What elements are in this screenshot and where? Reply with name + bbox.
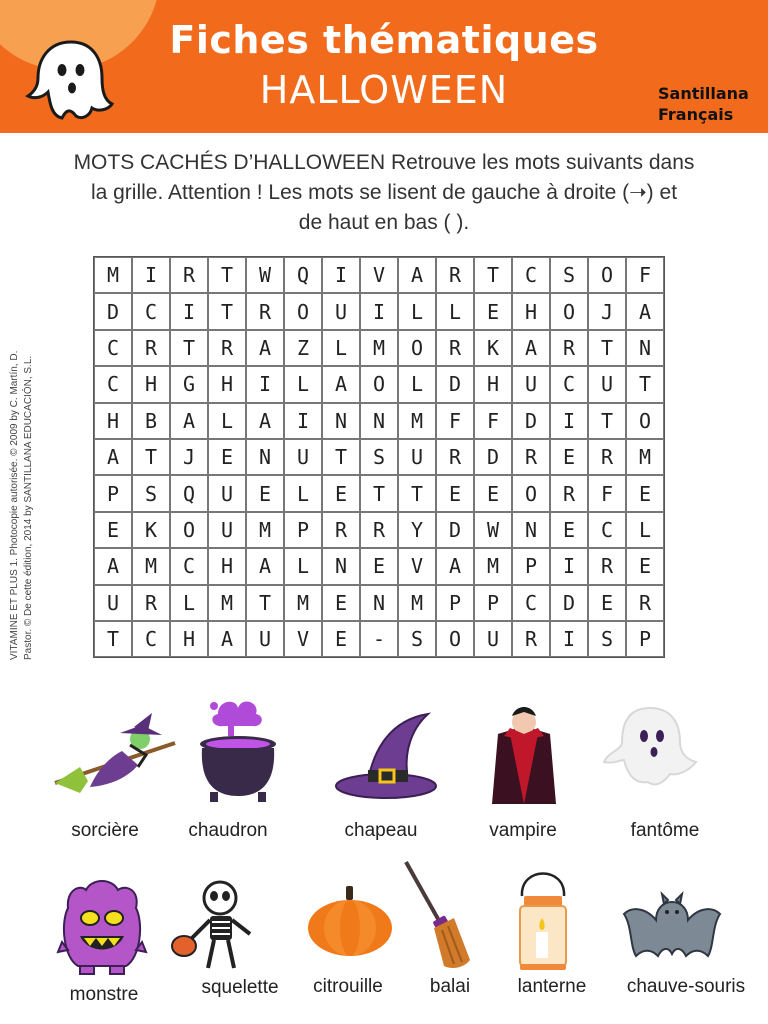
grid-cell: T (588, 403, 626, 439)
grid-cell: I (284, 403, 322, 439)
grid-cell: R (322, 512, 360, 548)
grid-cell: S (360, 439, 398, 475)
grid-cell: M (626, 439, 664, 475)
grid-cell: E (436, 475, 474, 511)
grid-cell: Q (284, 257, 322, 293)
grid-cell: F (626, 257, 664, 293)
grid-cell: P (284, 512, 322, 548)
vampire-icon (488, 700, 560, 808)
grid-cell: R (512, 439, 550, 475)
grid-cell: L (284, 366, 322, 402)
grid-cell: I (322, 257, 360, 293)
grid-cell: R (512, 621, 550, 657)
grid-cell: L (398, 366, 436, 402)
grid-cell: C (94, 330, 132, 366)
grid-cell: T (94, 621, 132, 657)
copyright-line2: Pastor. © De cette édition, 2014 by SANTILLANA EDUCACIÓN, S.L. (23, 355, 34, 660)
grid-cell: R (132, 330, 170, 366)
grid-cell: N (322, 403, 360, 439)
grid-cell: M (360, 330, 398, 366)
grid-cell: O (588, 257, 626, 293)
label-chapeau: chapeau (344, 820, 418, 841)
grid-cell: R (588, 439, 626, 475)
instructions-text (46, 148, 722, 238)
grid-cell: O (436, 621, 474, 657)
grid-cell: A (512, 330, 550, 366)
brand-logo (658, 83, 749, 125)
grid-cell: M (398, 403, 436, 439)
grid-cell: O (512, 475, 550, 511)
grid-cell: P (436, 585, 474, 621)
grid-cell: W (474, 512, 512, 548)
grid-cell: L (284, 475, 322, 511)
word-search-grid (93, 256, 665, 658)
grid-cell: A (94, 548, 132, 584)
grid-cell: C (132, 621, 170, 657)
grid-cell: R (132, 585, 170, 621)
grid-cell: R (360, 512, 398, 548)
grid-cell: C (512, 257, 550, 293)
grid-cell: E (246, 475, 284, 511)
grid-cell: R (436, 439, 474, 475)
instructions-line1: MOTS CACHÉS D’HALLOWEEN Retrouve les mots suivants dans (73, 151, 695, 174)
grid-cell: I (550, 403, 588, 439)
grid-cell: O (398, 330, 436, 366)
grid-cell: C (94, 366, 132, 402)
grid-cell: A (626, 293, 664, 329)
grid-cell: D (94, 293, 132, 329)
grid-cell: R (246, 293, 284, 329)
grid-cell: O (550, 293, 588, 329)
grid-cell: P (626, 621, 664, 657)
grid-cell: H (512, 293, 550, 329)
copyright-line1: VITAMINE ET PLUS 1. Photocopie autorisée. © 2009 by C. Martín, D. (9, 350, 20, 660)
grid-cell: R (550, 475, 588, 511)
grid-cell: R (626, 585, 664, 621)
grid-cell: R (436, 330, 474, 366)
witch-on-broom-icon (50, 705, 180, 800)
grid-cell: C (550, 366, 588, 402)
label-squelette: squelette (201, 977, 279, 998)
monster-icon (56, 878, 148, 976)
grid-cell: I (550, 621, 588, 657)
grid-cell: N (626, 330, 664, 366)
label-chauve-souris: chauve-souris (626, 976, 746, 997)
label-balai: balai (429, 976, 471, 997)
grid-cell: D (512, 403, 550, 439)
grid-cell: O (626, 403, 664, 439)
grid-cell: L (208, 403, 246, 439)
grid-cell: E (474, 475, 512, 511)
grid-cell: S (550, 257, 588, 293)
grid-cell: P (474, 585, 512, 621)
grid-cell: L (322, 330, 360, 366)
grid-cell: I (360, 293, 398, 329)
grid-cell: T (398, 475, 436, 511)
grid-cell: Z (284, 330, 322, 366)
grid-cell: U (322, 293, 360, 329)
grid-cell: U (94, 585, 132, 621)
grid-cell: I (550, 548, 588, 584)
grid-cell: I (132, 257, 170, 293)
grid-cell: E (550, 439, 588, 475)
grid-cell: E (322, 585, 360, 621)
grid-cell: U (284, 439, 322, 475)
label-chaudron: chaudron (188, 820, 268, 841)
grid-cell: H (170, 621, 208, 657)
label-citrouille: citrouille (313, 976, 383, 997)
header-banner (0, 0, 768, 133)
grid-cell: L (436, 293, 474, 329)
grid-cell: F (474, 403, 512, 439)
grid-cell: T (208, 293, 246, 329)
brand-line1: Santillana (658, 84, 749, 103)
grid-cell: A (246, 330, 284, 366)
grid-cell: F (436, 403, 474, 439)
grid-cell: H (94, 403, 132, 439)
grid-cell: E (322, 475, 360, 511)
grid-cell: P (94, 475, 132, 511)
grid-cell: R (550, 330, 588, 366)
grid-cell: A (246, 548, 284, 584)
witch-hat-icon (334, 710, 439, 805)
broom-icon (398, 860, 474, 970)
grid-cell: D (436, 512, 474, 548)
grid-cell: Y (398, 512, 436, 548)
grid-cell: M (132, 548, 170, 584)
grid-cell: C (512, 585, 550, 621)
grid-cell: J (170, 439, 208, 475)
label-fantome: fantôme (630, 820, 700, 841)
grid-cell: U (398, 439, 436, 475)
grid-cell: T (170, 330, 208, 366)
grid-cell: R (208, 330, 246, 366)
grid-cell: U (246, 621, 284, 657)
instructions-line3: de haut en bas ( ). (298, 211, 470, 234)
grid-cell: N (360, 403, 398, 439)
grid-cell: D (550, 585, 588, 621)
grid-cell: E (626, 548, 664, 584)
grid-cell: E (208, 439, 246, 475)
grid-cell: E (550, 512, 588, 548)
grid-cell: D (436, 366, 474, 402)
grid-cell: T (132, 439, 170, 475)
skeleton-icon (166, 880, 264, 972)
grid-cell: - (360, 621, 398, 657)
grid-cell: K (132, 512, 170, 548)
copyright-notice (8, 280, 36, 660)
grid-cell: P (512, 548, 550, 584)
grid-cell: T (474, 257, 512, 293)
grid-cell: T (360, 475, 398, 511)
grid-cell: U (208, 512, 246, 548)
grid-cell: U (208, 475, 246, 511)
page-title: Fiches thématiques (169, 18, 599, 62)
grid-cell: U (512, 366, 550, 402)
grid-cell: T (246, 585, 284, 621)
grid-cell: C (170, 548, 208, 584)
grid-cell: N (322, 548, 360, 584)
grid-cell: U (474, 621, 512, 657)
grid-cell: I (170, 293, 208, 329)
grid-cell: E (588, 585, 626, 621)
grid-cell: S (398, 621, 436, 657)
grid-cell: B (132, 403, 170, 439)
label-monstre: monstre (69, 984, 139, 1005)
grid-cell: Q (170, 475, 208, 511)
grid-cell: E (360, 548, 398, 584)
grid-cell: V (284, 621, 322, 657)
grid-cell: M (246, 512, 284, 548)
bat-icon (622, 890, 722, 964)
grid-cell: H (208, 366, 246, 402)
page-subtitle: HALLOWEEN (259, 68, 509, 112)
grid-cell: E (626, 475, 664, 511)
label-lanterne: lanterne (517, 976, 587, 997)
grid-cell: J (588, 293, 626, 329)
grid-cell: D (474, 439, 512, 475)
grid-cell: A (398, 257, 436, 293)
cauldron-icon (196, 696, 281, 806)
grid-cell: C (132, 293, 170, 329)
brand-line2: Français (658, 105, 734, 124)
grid-cell: R (436, 257, 474, 293)
grid-cell: R (170, 257, 208, 293)
grid-cell: V (360, 257, 398, 293)
grid-cell: A (322, 366, 360, 402)
grid-cell: L (398, 293, 436, 329)
grid-cell: M (474, 548, 512, 584)
grid-cell: A (208, 621, 246, 657)
grid-cell: L (284, 548, 322, 584)
grid-cell: O (360, 366, 398, 402)
instructions-line2: la grille. Attention ! Les mots se lisent de gauche à droite (➝) et (90, 181, 678, 204)
grid-cell: T (208, 257, 246, 293)
grid-cell: N (360, 585, 398, 621)
grid-cell: S (588, 621, 626, 657)
grid-cell: G (170, 366, 208, 402)
grid-cell: U (588, 366, 626, 402)
grid-cell: A (94, 439, 132, 475)
grid-cell: R (588, 548, 626, 584)
label-vampire: vampire (489, 820, 557, 841)
grid-cell: K (474, 330, 512, 366)
grid-cell: O (284, 293, 322, 329)
grid-cell: O (170, 512, 208, 548)
grid-cell: E (474, 293, 512, 329)
lantern-icon (512, 866, 574, 974)
pumpkin-icon (306, 884, 394, 958)
grid-cell: L (170, 585, 208, 621)
grid-cell: E (322, 621, 360, 657)
grid-cell: T (322, 439, 360, 475)
grid-cell: M (94, 257, 132, 293)
grid-cell: N (246, 439, 284, 475)
grid-cell: A (170, 403, 208, 439)
grid-cell: S (132, 475, 170, 511)
grid-cell: N (512, 512, 550, 548)
grid-cell: F (588, 475, 626, 511)
grid-cell: E (94, 512, 132, 548)
grid-cell: H (474, 366, 512, 402)
grid-cell: M (208, 585, 246, 621)
grid-cell: C (588, 512, 626, 548)
grid-cell: M (398, 585, 436, 621)
grid-cell: T (626, 366, 664, 402)
grid-cell: H (208, 548, 246, 584)
grid-cell: V (398, 548, 436, 584)
grid-cell: L (626, 512, 664, 548)
grid-cell: T (588, 330, 626, 366)
grid-cell: I (246, 366, 284, 402)
label-sorciere: sorcière (71, 820, 139, 841)
grid-cell: H (132, 366, 170, 402)
grid-cell: A (246, 403, 284, 439)
grid-cell: W (246, 257, 284, 293)
grid-cell: A (436, 548, 474, 584)
grid-cell: M (284, 585, 322, 621)
ghost-icon (600, 704, 700, 789)
